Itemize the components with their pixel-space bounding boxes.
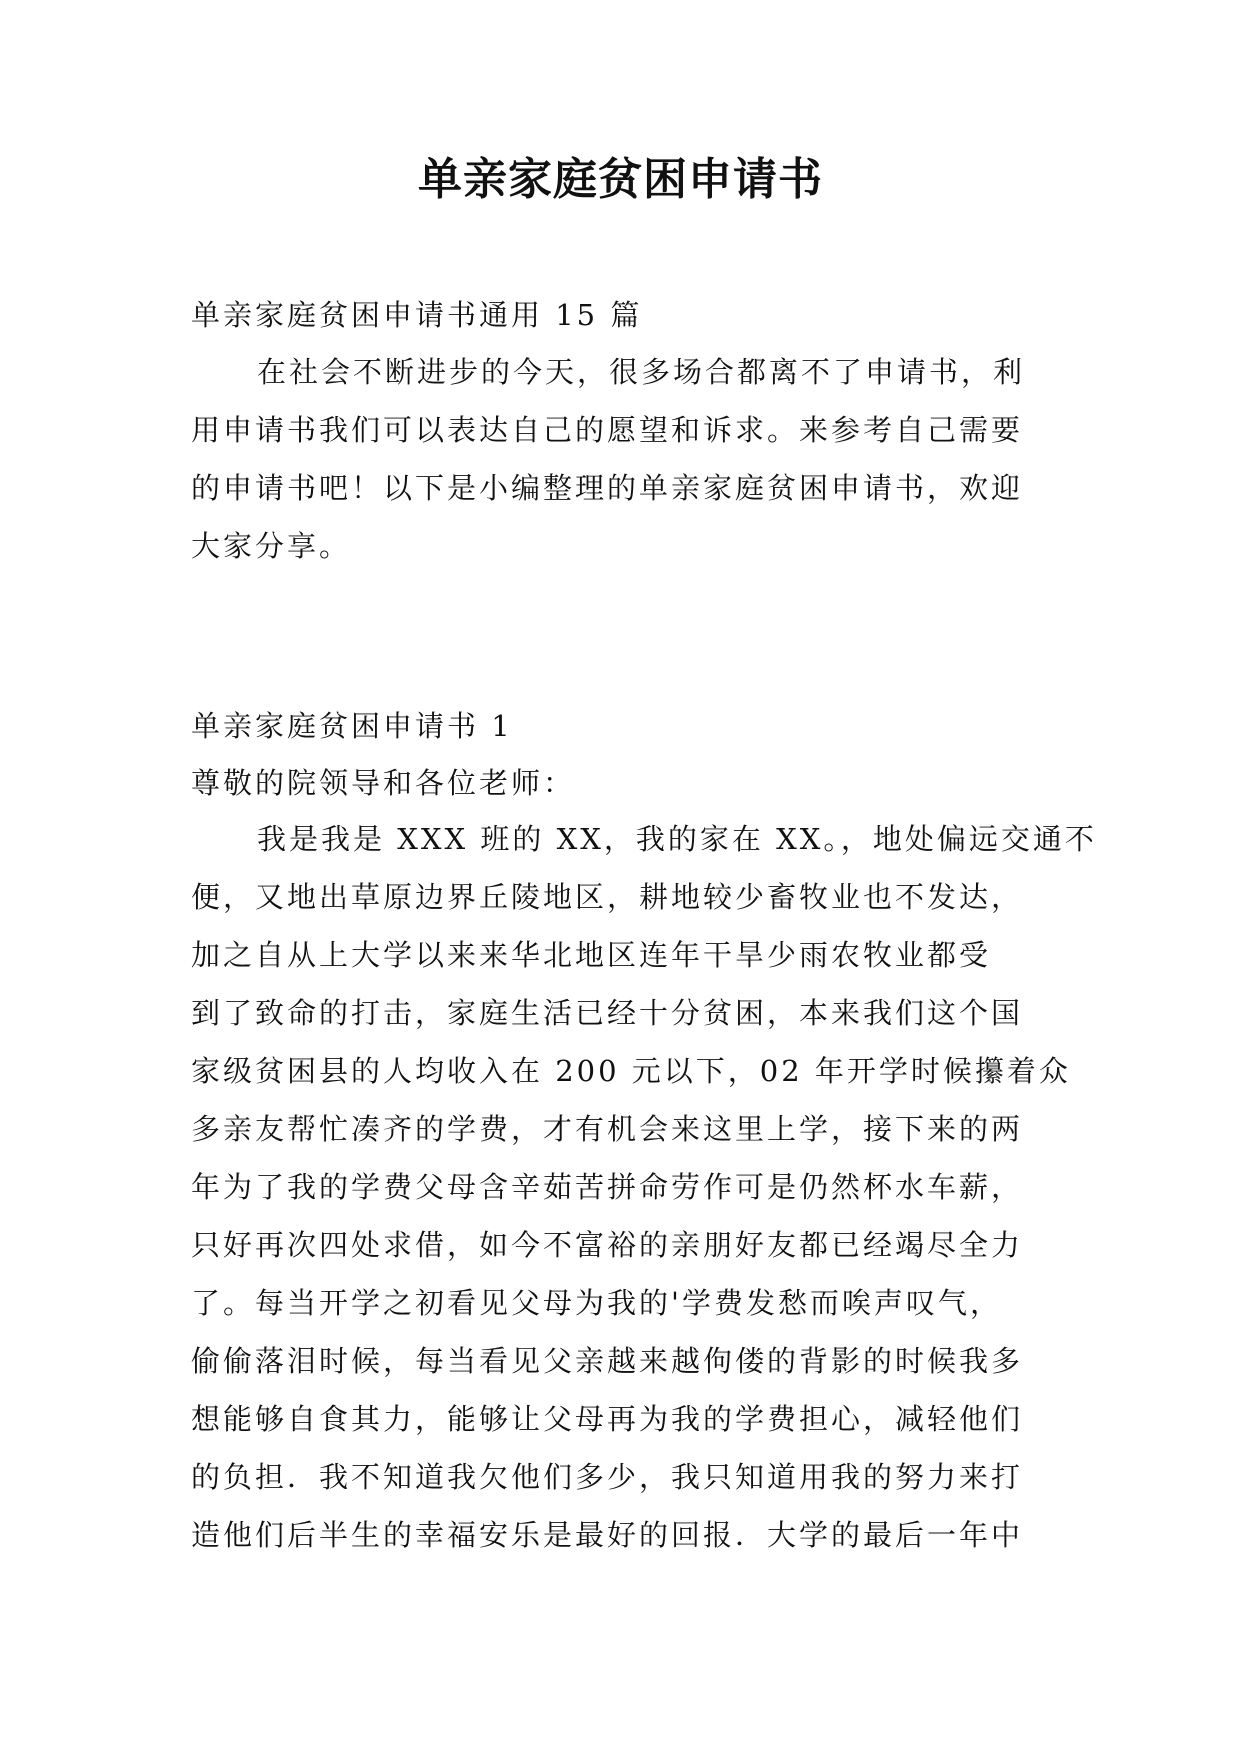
letter-line: 家级贫困县的人均收入在 200 元以下，02 年开学时候攥着众 [191,1054,1071,1088]
intro-line: 的申请书吧！以下是小编整理的单亲家庭贫困申请书，欢迎 [191,471,1024,505]
letter-line: 想能够自食其力，能够让父母再为我的学费担心，减轻他们 [191,1402,1024,1436]
letter-salutation [191,754,1061,812]
letter-line: 造他们后半生的幸福安乐是最好的回报．大学的最后一年中 [191,1518,1024,1552]
letter-line: 加之自从上大学以来来华北地区连年干旱少雨农牧业都受 [191,938,992,972]
subtitle-text: 单亲家庭贫困申请书通用 15 篇 [191,298,643,332]
intro-line: 用申请书我们可以表达自己的愿望和诉求。来参考自己需要 [191,413,1024,447]
letter-line: 的负担．我不知道我欠他们多少，我只知道用我的努力来打 [191,1460,1024,1494]
letter-line: 年为了我的学费父母含辛茹苦拼命劳作可是仍然杯水车薪， [191,1170,1024,1204]
document-title: 单亲家庭贫困申请书 [418,154,823,205]
letter-line: 只好再次四处求借，如今不富裕的亲朋好友都已经竭尽全力 [191,1228,1024,1262]
letter-line: 了。每当开学之初看见父母为我的'学费发愁而唉声叹气， [191,1286,1002,1320]
letter-body [191,810,1097,1564]
letter-line: 便，又地出草原边界丘陵地区，耕地较少畜牧业也不发达， [191,880,1024,914]
section-heading-text: 单亲家庭贫困申请书 1 [191,709,513,743]
letter-line: 到了致命的打击，家庭生活已经十分贫困，本来我们这个国 [191,996,1024,1030]
salutation-text: 尊敬的院领导和各位老师： [191,766,576,800]
intro-line: 在社会不断进步的今天，很多场合都离不了申请书，利 [257,355,1026,389]
letter-line: 偷偷落泪时候，每当看见父亲越来越佝偻的背影的时候我多 [191,1344,1024,1378]
document-subtitle [191,286,1061,344]
letter-line: 我是我是 XXX 班的 XX，我的家在 XX。，地处偏远交通不 [257,822,1097,856]
intro-line: 大家分享。 [191,529,352,563]
intro-paragraph [191,343,1061,575]
section-heading [191,697,1061,755]
letter-line: 多亲友帮忙凑齐的学费，才有机会来这里上学，接下来的两 [191,1112,1024,1146]
